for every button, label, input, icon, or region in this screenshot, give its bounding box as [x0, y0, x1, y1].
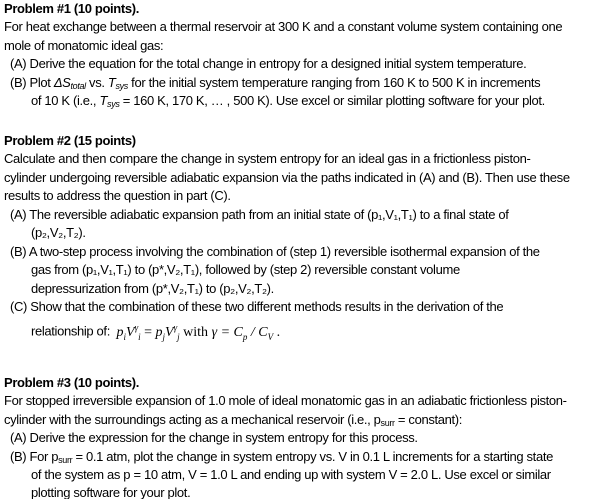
- problem-1-part-b: (B) Plot $\Delta S_{total}$ vs. $T_{sys}$ for the initial system temperature ranging from 160 K to 500 K in increments: [10, 75, 541, 91]
- problem-2-part-b: gas from (p₁,V₁,T₁) to (p*,V₂,T₁), followed by (step 2) reversible constant volume: [31, 262, 460, 277]
- problem-1-text: mole of monatomic ideal gas:: [4, 38, 164, 53]
- problem-3-part-a: (A) Derive the expression for the change in system entropy for this process.: [10, 430, 418, 445]
- problem-1-text: For heat exchange between a thermal reservoir at 300 K and a constant volume system containing one: [4, 19, 563, 34]
- problem-2-part-a: (A) The reversible adiabatic expansion path from an initial state of (p₁,V₁,T₁) to a final state of: [10, 207, 509, 222]
- problem-2-part-c: (C) Show that the combination of these two different methods results in the derivation of the: [10, 299, 504, 314]
- problem-3-part-b: plotting software for your plot.: [31, 485, 191, 499]
- problem-2-part-b: (B) A two-step process involving the combination of (step 1) reversible isothermal expansion of the: [10, 244, 540, 259]
- problem-3-text: cylinder with the surroundings acting as a mechanical reservoir (i.e., $p_{surr}$ = constant):: [4, 412, 463, 428]
- problem-2-title: Problem #2 (15 points): [4, 133, 136, 148]
- equation: $p_iV^\gamma_i = p_jV^\gamma_j$ with $\gamma = C_p / C_V$ .: [116, 322, 281, 342]
- problem-2-text: results to address the question in part (C).: [4, 188, 231, 203]
- problem-3-part-b: of the system as p = 10 atm, V = 1.0 L and ending up with system V = 2.0 L. Use excel or similar: [31, 467, 551, 482]
- problem-1-part-a: (A) Derive the equation for the total change in entropy for a designed initial system temperature.: [10, 56, 527, 71]
- problem-2-part-b: depressurization from (p*,V₂,T₁) to (p₂,V₂,T₂).: [31, 281, 274, 296]
- problem-2-text: Calculate and then compare the change in system entropy for an ideal gas in a frictionless piston-: [4, 151, 531, 166]
- problem-2-text: cylinder undergoing reversible adiabatic expansion via the paths indicated in (A) and (B). Then use these: [4, 170, 570, 185]
- problem-3-part-b: (B) For $p_{surr} = 0.1$ atm, plot the change in system entropy vs. V in 0.1 L increments for a starting state: [10, 449, 553, 465]
- problem-2-part-c: relationship of: $p_iV^\gamma_i = p_jV^\gamma_j$ with $\gamma = C_p / C_V$ .: [31, 322, 281, 342]
- problem-2-part-a: (p₂,V₂,T₂).: [31, 225, 86, 240]
- problem-3-title: Problem #3 (10 points).: [4, 375, 139, 390]
- problem-3-text: For stopped irreversible expansion of 1.0 mole of ideal monatomic gas in an adiabatic frictionless piston-: [4, 393, 567, 408]
- problem-1-title: Problem #1 (10 points).: [4, 1, 139, 16]
- problem-1-part-b: of 10 K (i.e., $T_{sys} = 160$ K, 170 K, … , 500 K). Use excel or similar plotting software for your plot.: [31, 93, 545, 109]
